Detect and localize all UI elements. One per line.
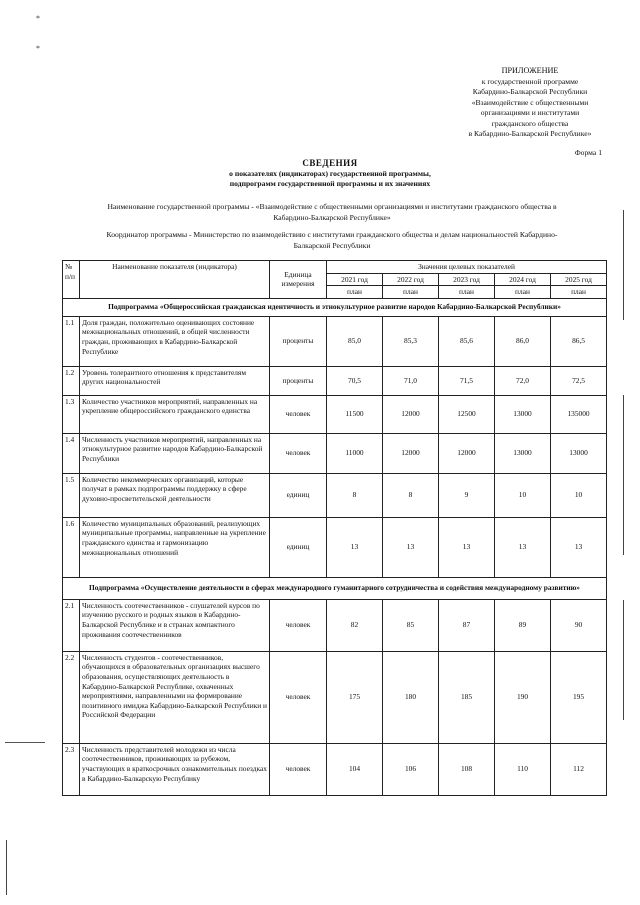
row-number: 1.1 <box>63 316 80 366</box>
row-number: 1.6 <box>63 517 80 577</box>
unit-cell: человек <box>270 433 327 473</box>
value-cell: 13 <box>439 517 495 577</box>
document-title <box>120 158 540 190</box>
value-cell: 104 <box>327 743 383 795</box>
value-cell: 86,0 <box>495 316 551 366</box>
value-cell: 106 <box>383 743 439 795</box>
section-row <box>63 577 607 599</box>
value-cell: 12500 <box>439 395 495 433</box>
value-cell: 195 <box>551 651 607 743</box>
value-cell: 108 <box>439 743 495 795</box>
indicator-name: Численность представителей молодежи из числа соотечественников, проживающих за рубежом, участвующих в краткосрочных ознакомительных поездках в Кабардино-Балкарскую Республику <box>80 743 270 795</box>
unit-cell: человек <box>270 743 327 795</box>
value-cell: 190 <box>495 651 551 743</box>
unit-cell: единиц <box>270 473 327 517</box>
unit-cell: единиц <box>270 517 327 577</box>
header-num: № п/п <box>63 261 80 299</box>
indicator-name: Уровень толерантного отношения к представителям других национальностей <box>80 366 270 395</box>
title-subtitle: подпрограмм государственной программы и их значениях <box>229 179 431 188</box>
header-plan: план <box>551 286 607 299</box>
value-cell: 11000 <box>327 433 383 473</box>
value-cell: 112 <box>551 743 607 795</box>
header-year: 2023 год <box>439 273 495 286</box>
table-row <box>63 651 607 743</box>
header-unit: Единица измерения <box>270 261 327 299</box>
value-cell: 8 <box>383 473 439 517</box>
unit-cell: проценты <box>270 366 327 395</box>
table-row <box>63 599 607 651</box>
table-row <box>63 395 607 433</box>
scan-edge-line <box>623 395 624 555</box>
coordinator-line: Балкарской Республики <box>293 240 371 250</box>
row-number: 2.2 <box>63 651 80 743</box>
value-cell: 13000 <box>551 433 607 473</box>
unit-cell: проценты <box>270 316 327 366</box>
value-cell: 110 <box>495 743 551 795</box>
appendix-line: в Кабардино-Балкарской Республике» <box>468 129 592 138</box>
header-plan: план <box>439 286 495 299</box>
table-row <box>63 517 607 577</box>
value-cell: 12000 <box>383 433 439 473</box>
row-number: 2.1 <box>63 599 80 651</box>
indicator-name: Доля граждан, положительно оценивающих состояние межнациональных отношений, в общей численности граждан, проживающих в Кабардино-Балкарской Республике <box>80 316 270 366</box>
indicator-name: Численность студентов - соотечественников, обучающихся в образовательных организациях высшего образования, осуществляющих деятельность в Кабардино-Балкарской Республике, охваченных мероприятиями, направленными на формирование позитивного имиджа Кабардино-Балкарской Республики и Российской Федерации <box>80 651 270 743</box>
appendix-line: ПРИЛОЖЕНИЕ <box>501 66 559 75</box>
appendix-block <box>455 66 605 140</box>
program-name-line: Кабардино-Балкарской Республике» <box>273 212 391 222</box>
value-cell: 11500 <box>327 395 383 433</box>
form-label: Форма 1 <box>574 148 602 157</box>
indicator-name: Количество некоммерческих организаций, которые получат в рамках подпрограммы поддержку в сфере духовно-просветительской деятельности <box>80 473 270 517</box>
indicators-table <box>62 260 607 796</box>
unit-cell: человек <box>270 395 327 433</box>
value-cell: 72,5 <box>551 366 607 395</box>
value-cell: 135000 <box>551 395 607 433</box>
indicator-name: Численность соотечественников - слушателей курсов по изучению русского и родных языков в Кабардино-Балкарской Республике и в странах компактного проживания соотечественников <box>80 599 270 651</box>
value-cell: 82 <box>327 599 383 651</box>
program-name <box>62 202 602 223</box>
value-cell: 180 <box>383 651 439 743</box>
header-name: Наименование показателя (индикатора) <box>80 261 270 299</box>
value-cell: 90 <box>551 599 607 651</box>
row-number: 1.2 <box>63 366 80 395</box>
title-subtitle: о показателях (индикаторах) государственной программы, <box>229 168 431 178</box>
value-cell: 87 <box>439 599 495 651</box>
value-cell: 13000 <box>495 395 551 433</box>
section-title: Подпрограмма «Осуществление деятельности в сферах международного гуманитарного сотрудничества и содействия международному развитию» <box>63 577 607 599</box>
scan-edge-line <box>5 742 45 743</box>
section-row <box>63 298 607 316</box>
header-plan: план <box>495 286 551 299</box>
indicator-name: Численность участников мероприятий, направленных на этнокультурное развитие народов Кабардино-Балкарской Республики <box>80 433 270 473</box>
row-number: 1.4 <box>63 433 80 473</box>
value-cell: 85,0 <box>327 316 383 366</box>
value-cell: 71,0 <box>383 366 439 395</box>
value-cell: 13 <box>495 517 551 577</box>
value-cell: 10 <box>495 473 551 517</box>
header-year: 2025 год <box>551 273 607 286</box>
value-cell: 13 <box>383 517 439 577</box>
header-year: 2021 год <box>327 273 383 286</box>
value-cell: 89 <box>495 599 551 651</box>
value-cell: 85,3 <box>383 316 439 366</box>
value-cell: 13 <box>327 517 383 577</box>
header-year: 2024 год <box>495 273 551 286</box>
value-cell: 10 <box>551 473 607 517</box>
program-name-line: Наименование государственной программы - «Взаимодействие с общественными организациями и институтами гражданского общества в <box>107 202 557 211</box>
value-cell: 85,6 <box>439 316 495 366</box>
value-cell: 13000 <box>495 433 551 473</box>
table-row <box>63 316 607 366</box>
row-number: 2.3 <box>63 743 80 795</box>
header-plan: план <box>327 286 383 299</box>
header-row <box>63 261 607 274</box>
table-row <box>63 366 607 395</box>
value-cell: 12000 <box>439 433 495 473</box>
value-cell: 9 <box>439 473 495 517</box>
value-cell: 185 <box>439 651 495 743</box>
scan-edge-line <box>623 600 624 720</box>
header-plan: план <box>383 286 439 299</box>
indicator-name: Количество муниципальных образований, реализующих муниципальные программы, направленные на укрепление гражданского единства и гармонизацию межнациональных отношений <box>80 517 270 577</box>
value-cell: 70,5 <box>327 366 383 395</box>
value-cell: 71,5 <box>439 366 495 395</box>
unit-cell: человек <box>270 599 327 651</box>
scan-mark: * <box>36 44 40 53</box>
table-row <box>63 743 607 795</box>
coordinator-line: Координатор программы - Министерство по взаимодействию с институтами гражданского общества и делам национальностей Кабардино- <box>106 230 558 239</box>
row-number: 1.3 <box>63 395 80 433</box>
value-cell: 85 <box>383 599 439 651</box>
table-row <box>63 433 607 473</box>
appendix-line: к государственной программе <box>481 76 579 86</box>
scan-edge-line <box>6 840 7 895</box>
coordinator <box>62 230 602 251</box>
header-values-group: Значения целевых показателей <box>327 261 607 274</box>
indicator-name: Количество участников мероприятий, направленных на укрепление общероссийского гражданского единства <box>80 395 270 433</box>
table-row <box>63 473 607 517</box>
header-year: 2022 год <box>383 273 439 286</box>
value-cell: 13 <box>551 517 607 577</box>
value-cell: 8 <box>327 473 383 517</box>
unit-cell: человек <box>270 651 327 743</box>
title-heading: СВЕДЕНИЯ <box>302 158 358 168</box>
scan-mark: * <box>36 14 40 23</box>
value-cell: 12000 <box>383 395 439 433</box>
scan-edge-line <box>623 210 624 320</box>
row-number: 1.5 <box>63 473 80 517</box>
appendix-line: «Взаимодействие с общественными <box>471 97 589 107</box>
value-cell: 72,0 <box>495 366 551 395</box>
appendix-line: организациями и институтами <box>480 108 580 117</box>
appendix-line: Кабардино-Балкарской Республики <box>472 87 588 96</box>
value-cell: 175 <box>327 651 383 743</box>
value-cell: 86,5 <box>551 316 607 366</box>
appendix-line: гражданского общества <box>491 118 569 128</box>
section-title: Подпрограмма «Общероссийская гражданская идентичность и этнокультурное развитие народов Кабардино-Балкарской Республики» <box>63 298 607 316</box>
